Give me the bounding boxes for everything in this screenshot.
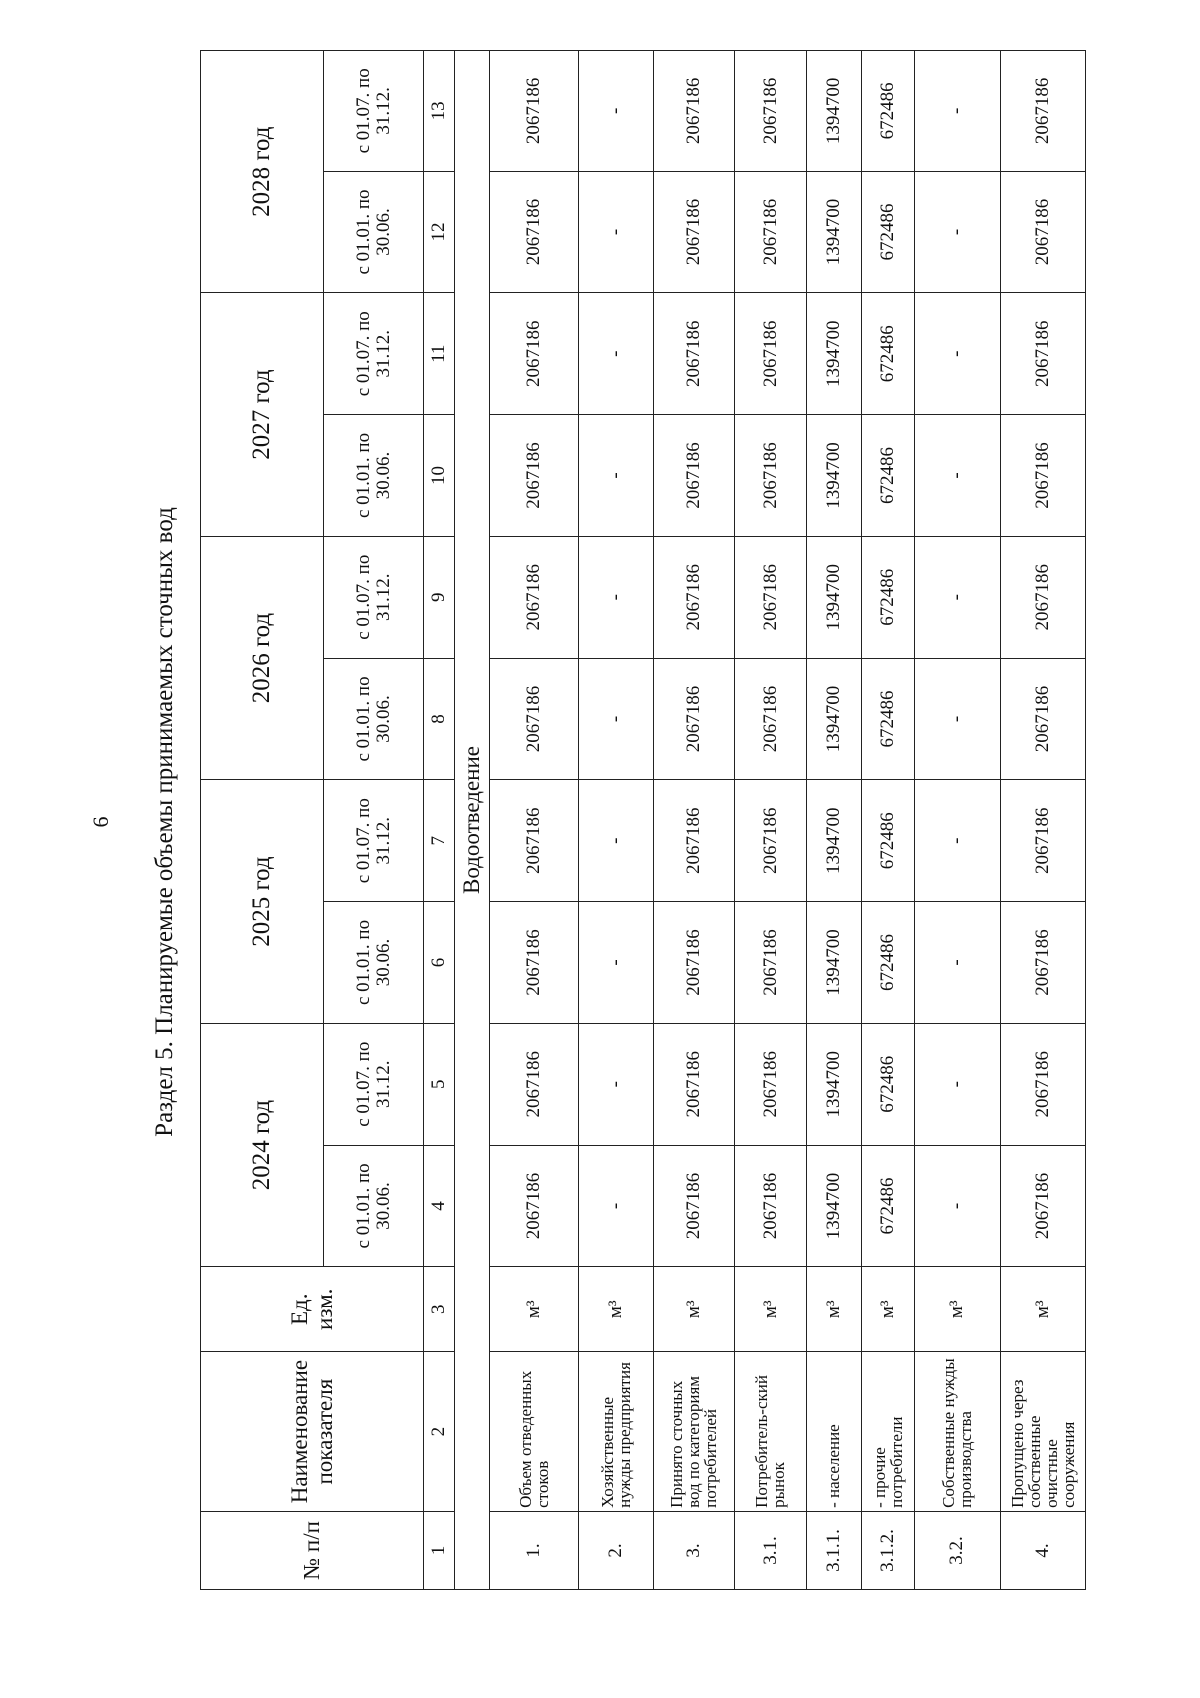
column-number: 9 [424, 536, 455, 658]
row-value: 2067186 [654, 658, 735, 780]
row-number: 3.2. [915, 1511, 1000, 1589]
header-period-first-half: с 01.01. по 30.06. [324, 658, 424, 780]
row-value: 672486 [861, 536, 914, 658]
row-value: - [579, 293, 654, 415]
row-number: 3.1.2. [861, 1511, 914, 1589]
row-value: - [579, 780, 654, 902]
row-value: 2067186 [734, 1023, 806, 1145]
row-number: 3.1.1. [807, 1511, 862, 1589]
row-value: - [915, 51, 1000, 172]
header-period-second-half: с 01.07. по 31.12. [324, 1023, 424, 1145]
row-name: Объем отведенных стоков [490, 1352, 579, 1512]
header-row-years [201, 51, 324, 1590]
row-number: 2. [579, 1511, 654, 1589]
row-value: 2067186 [490, 415, 579, 537]
row-name: - прочие потребители [861, 1352, 914, 1512]
row-value: - [915, 171, 1000, 293]
header-period-second-half: с 01.07. по 31.12. [324, 51, 424, 172]
row-value: 2067186 [654, 1145, 735, 1267]
section-row [454, 51, 490, 1590]
header-year: 2024 год [201, 1023, 324, 1266]
header-period-second-half: с 01.07. по 31.12. [324, 780, 424, 902]
table-row [807, 51, 862, 1590]
row-value: 2067186 [1000, 293, 1086, 415]
row-value: 672486 [861, 171, 914, 293]
table-row [915, 51, 1000, 1590]
row-value: 2067186 [490, 293, 579, 415]
row-value: 2067186 [1000, 171, 1086, 293]
row-value: 2067186 [654, 780, 735, 902]
row-value: 1394700 [807, 171, 862, 293]
row-value: 2067186 [654, 415, 735, 537]
row-value: 2067186 [1000, 1023, 1086, 1145]
row-value: 2067186 [490, 1023, 579, 1145]
row-value: 2067186 [654, 902, 735, 1024]
column-number: 3 [424, 1267, 455, 1352]
column-number: 10 [424, 415, 455, 537]
row-value: 2067186 [490, 171, 579, 293]
row-unit: м³ [654, 1267, 735, 1352]
row-value: - [915, 902, 1000, 1024]
header-year: 2027 год [201, 293, 324, 536]
row-value: 2067186 [654, 51, 735, 172]
header-year: 2028 год [201, 51, 324, 293]
page-number: 6 [88, 816, 113, 828]
column-number: 2 [424, 1352, 455, 1512]
rotated-table-wrapper [200, 50, 1086, 1590]
header-period-first-half: с 01.01. по 30.06. [324, 171, 424, 293]
row-value: - [579, 536, 654, 658]
row-unit: м³ [861, 1267, 914, 1352]
column-number: 12 [424, 171, 455, 293]
row-unit: м³ [734, 1267, 806, 1352]
row-name: Хозяйственные нужды предприятия [579, 1352, 654, 1512]
header-period-first-half: с 01.01. по 30.06. [324, 902, 424, 1024]
column-number: 8 [424, 658, 455, 780]
header-period-second-half: с 01.07. по 31.12. [324, 536, 424, 658]
row-name: - население [807, 1352, 862, 1512]
row-name: Потребитель-ский рынок [734, 1352, 806, 1512]
row-value: 2067186 [734, 1145, 806, 1267]
header-no: № п/п [201, 1511, 424, 1589]
table-row [579, 51, 654, 1590]
row-value: 1394700 [807, 415, 862, 537]
header-unit: Ед. изм. [201, 1267, 424, 1352]
row-name: Собственные нужды производства [915, 1352, 1000, 1512]
row-value: - [915, 1023, 1000, 1145]
row-value: 2067186 [654, 171, 735, 293]
row-value: - [915, 415, 1000, 537]
row-value: 2067186 [1000, 51, 1086, 172]
row-value: 2067186 [490, 51, 579, 172]
row-value: 2067186 [490, 658, 579, 780]
row-value: 2067186 [734, 536, 806, 658]
row-value: 2067186 [734, 171, 806, 293]
row-value: 2067186 [490, 536, 579, 658]
row-value: 672486 [861, 902, 914, 1024]
row-unit: м³ [1000, 1267, 1086, 1352]
row-number: 1. [490, 1511, 579, 1589]
row-value: - [915, 780, 1000, 902]
row-value: 2067186 [490, 1145, 579, 1267]
row-unit: м³ [915, 1267, 1000, 1352]
row-number: 3. [654, 1511, 735, 1589]
row-value: 2067186 [734, 415, 806, 537]
row-value: 2067186 [734, 51, 806, 172]
row-value: 2067186 [654, 536, 735, 658]
row-name: Принято сточных вод по категориям потребителей [654, 1352, 735, 1512]
column-number: 1 [424, 1511, 455, 1589]
row-value: 672486 [861, 658, 914, 780]
table-row [654, 51, 735, 1590]
row-value: 672486 [861, 780, 914, 902]
header-period-first-half: с 01.01. по 30.06. [324, 1145, 424, 1267]
row-value: 2067186 [490, 780, 579, 902]
row-name: Пропущено через собственные очистные сооружения [1000, 1352, 1086, 1512]
wastewater-volumes-table [200, 50, 1086, 1590]
row-value: 1394700 [807, 902, 862, 1024]
column-number: 4 [424, 1145, 455, 1267]
row-value: 1394700 [807, 658, 862, 780]
row-value: - [915, 1145, 1000, 1267]
row-value: 2067186 [1000, 780, 1086, 902]
row-value: - [579, 51, 654, 172]
section-title: Водоотведение [454, 51, 490, 1590]
row-value: 2067186 [734, 293, 806, 415]
row-value: 672486 [861, 51, 914, 172]
row-value: - [915, 293, 1000, 415]
row-value: 2067186 [1000, 1145, 1086, 1267]
row-value: 672486 [861, 1145, 914, 1267]
row-value: - [579, 1145, 654, 1267]
row-value: 2067186 [1000, 658, 1086, 780]
column-number: 13 [424, 51, 455, 172]
table-row [1000, 51, 1086, 1590]
header-year: 2025 год [201, 780, 324, 1023]
table-row [490, 51, 579, 1590]
row-value: 2067186 [734, 658, 806, 780]
row-value: 2067186 [1000, 902, 1086, 1024]
row-value: 1394700 [807, 1145, 862, 1267]
row-value: 672486 [861, 293, 914, 415]
column-number: 7 [424, 780, 455, 902]
row-value: 2067186 [654, 293, 735, 415]
row-value: 2067186 [734, 780, 806, 902]
row-value: 1394700 [807, 536, 862, 658]
row-value: - [579, 171, 654, 293]
row-value: - [915, 658, 1000, 780]
row-value: 1394700 [807, 293, 862, 415]
row-value: 2067186 [1000, 536, 1086, 658]
row-value: 672486 [861, 1023, 914, 1145]
row-value: 1394700 [807, 780, 862, 902]
table-row [734, 51, 806, 1590]
header-period-second-half: с 01.07. по 31.12. [324, 293, 424, 415]
header-name: Наименование показателя [201, 1352, 424, 1512]
row-number: 4. [1000, 1511, 1086, 1589]
column-number: 11 [424, 293, 455, 415]
header-period-first-half: с 01.01. по 30.06. [324, 415, 424, 537]
table-row [861, 51, 914, 1590]
row-value: 2067186 [654, 1023, 735, 1145]
row-unit: м³ [579, 1267, 654, 1352]
row-unit: м³ [807, 1267, 862, 1352]
row-value: 2067186 [734, 902, 806, 1024]
row-value: 1394700 [807, 1023, 862, 1145]
row-value: - [579, 902, 654, 1024]
row-value: - [915, 536, 1000, 658]
row-value: 672486 [861, 415, 914, 537]
row-value: - [579, 1023, 654, 1145]
column-number: 6 [424, 902, 455, 1024]
section-heading: Раздел 5. Планируемые объемы принимаемых сточных вод [151, 507, 178, 1137]
row-value: 2067186 [1000, 415, 1086, 537]
row-unit: м³ [490, 1267, 579, 1352]
row-value: - [579, 658, 654, 780]
header-year: 2026 год [201, 536, 324, 779]
row-value: 1394700 [807, 51, 862, 172]
column-number: 5 [424, 1023, 455, 1145]
column-numbers-row [424, 51, 455, 1590]
row-number: 3.1. [734, 1511, 806, 1589]
row-value: 2067186 [490, 902, 579, 1024]
row-value: - [579, 415, 654, 537]
